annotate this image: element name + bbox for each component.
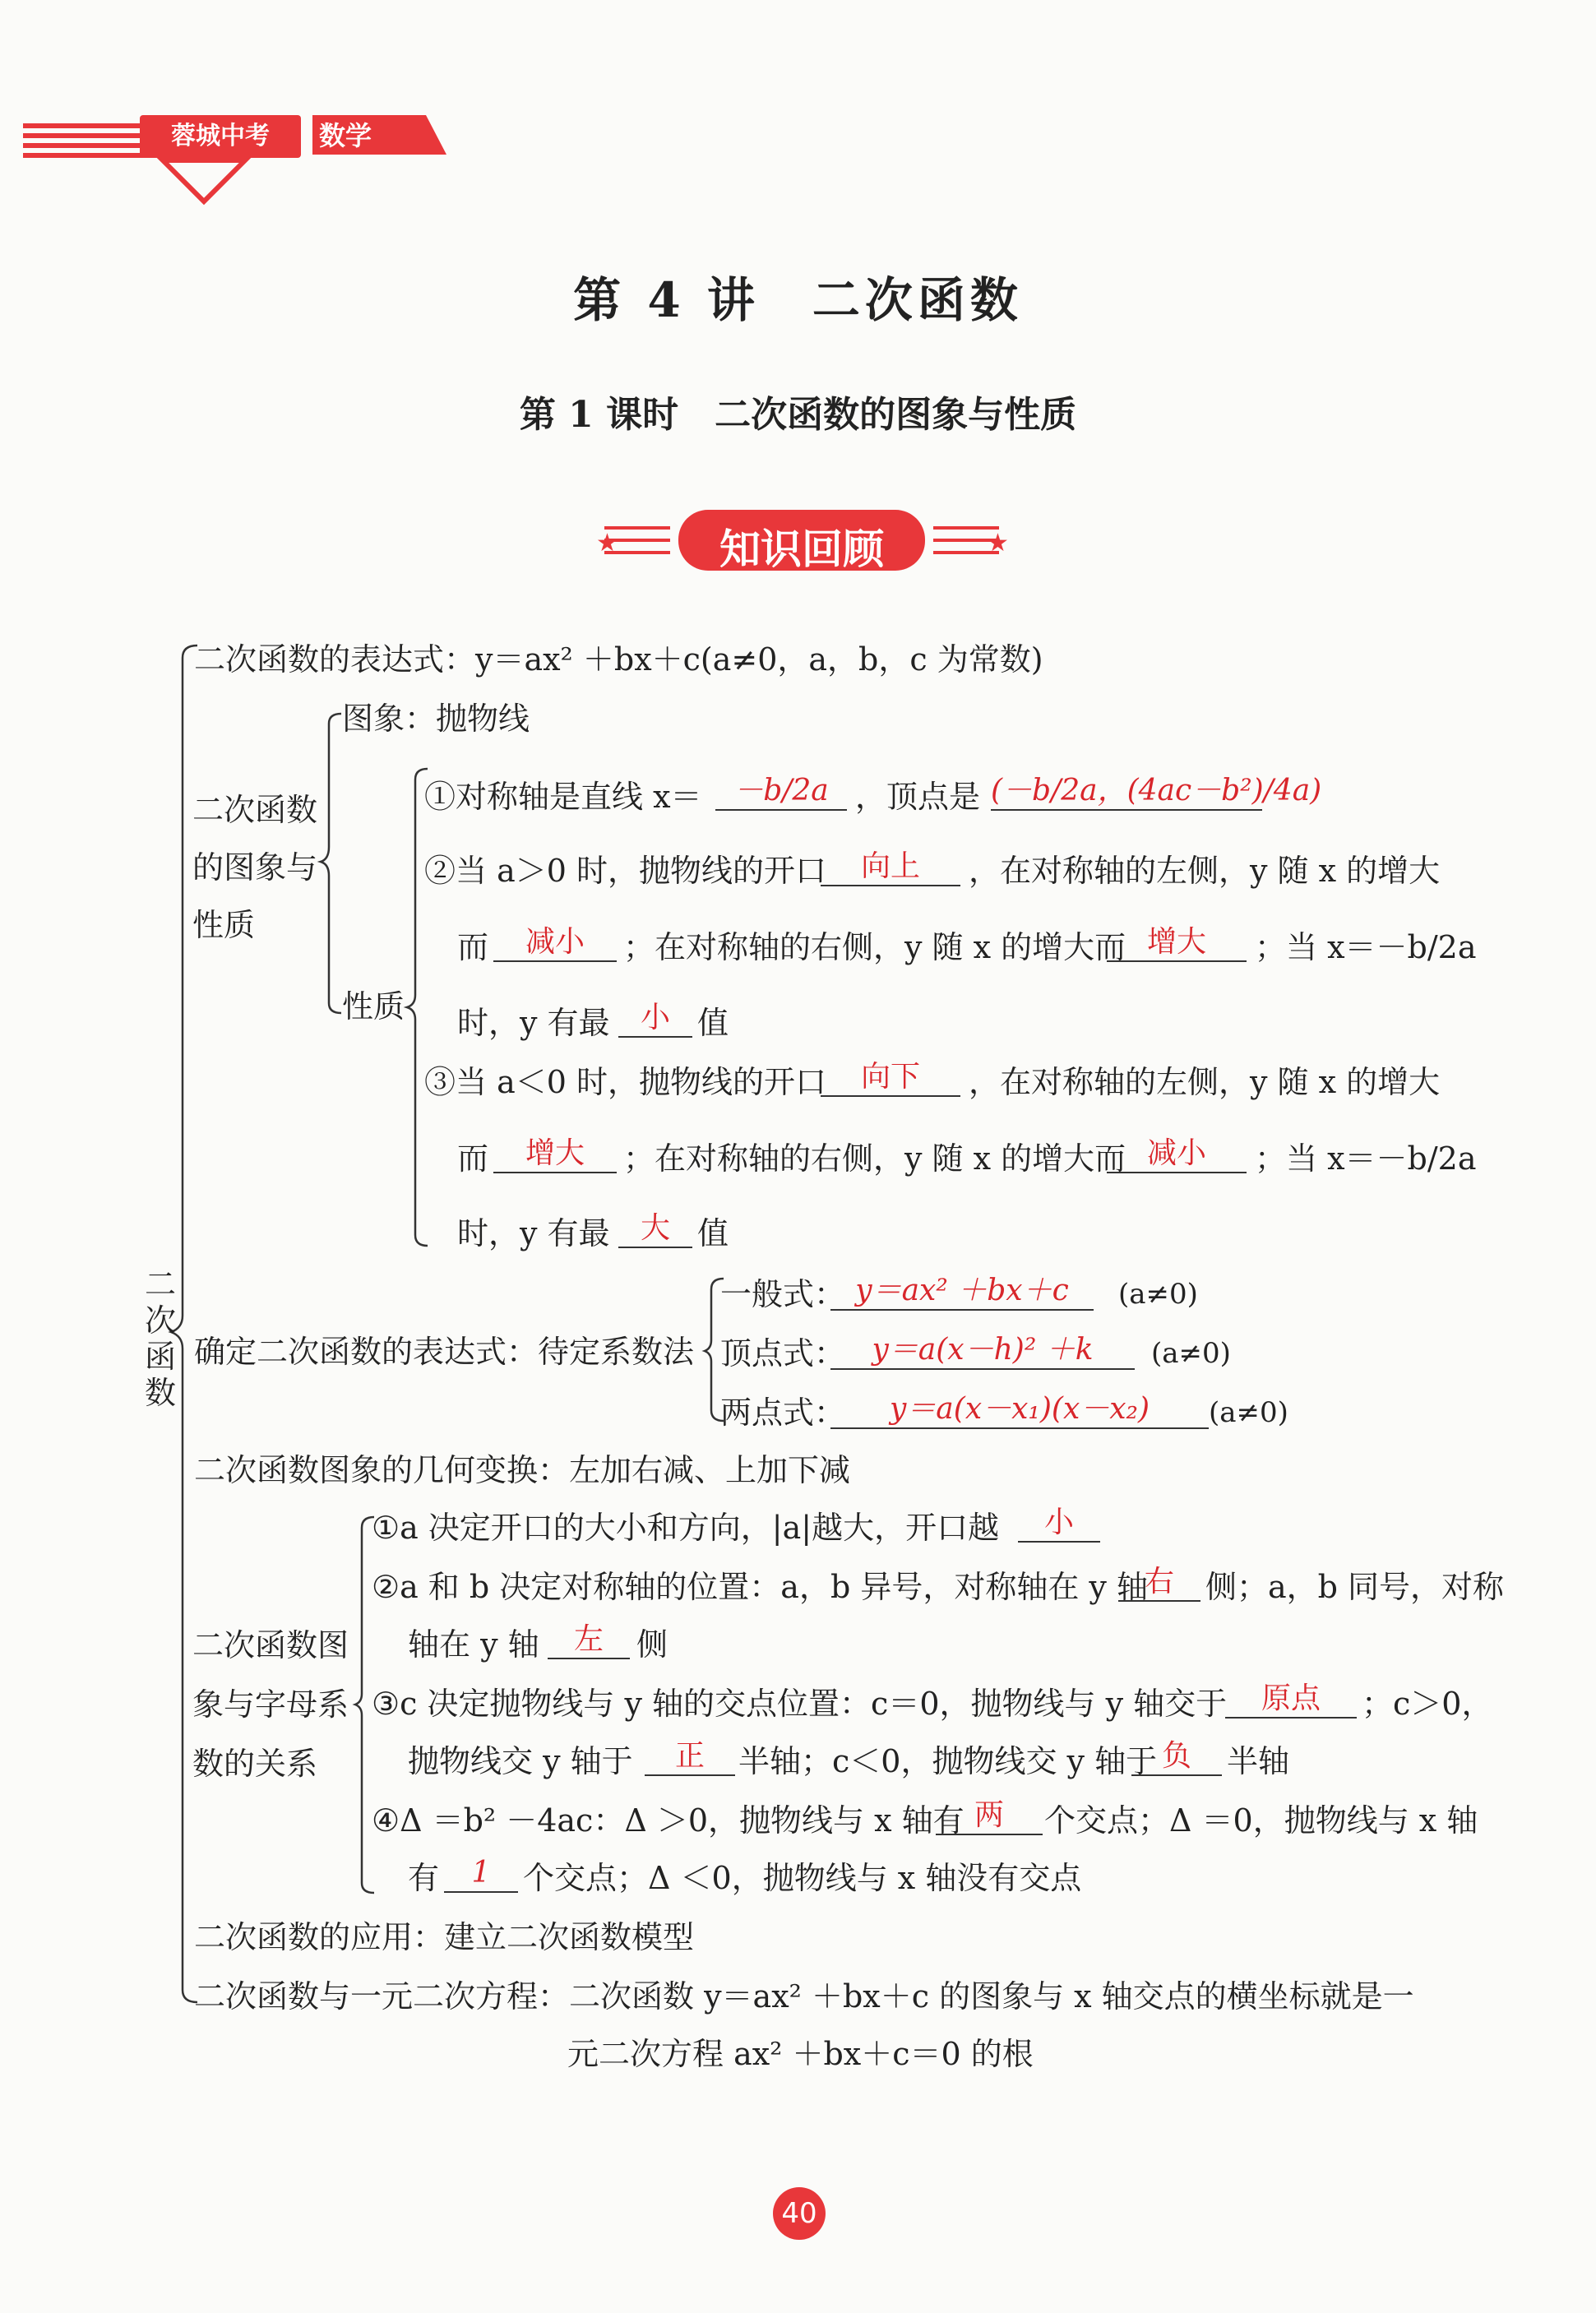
section-banner-title: 知识回顾 <box>719 525 884 573</box>
answer-general-form: y＝ax² ＋bx＋c <box>830 1273 1094 1311</box>
answer-negative: 负 <box>1131 1738 1222 1776</box>
p3-text-c: 而 <box>457 1140 489 1177</box>
vertex-condition: (a≠0) <box>1151 1337 1231 1370</box>
general-form-label: 一般式： <box>720 1276 846 1312</box>
letters-group-label: 二次函数图象与字母系数的关系 <box>192 1627 349 1782</box>
l3-text-c: 抛物线交 y 轴于 <box>408 1743 633 1779</box>
l4-text-c: 有 <box>408 1860 440 1896</box>
svg-text:★: ★ <box>596 529 618 557</box>
l2-text-d: 侧 <box>636 1626 668 1663</box>
p3-text-g: 值 <box>697 1215 729 1251</box>
answer-origin: 原点 <box>1225 1681 1357 1719</box>
answer-max: 大 <box>618 1210 692 1248</box>
l3-text-d: 半轴；c＜0，抛物线交 y 轴于 <box>738 1743 1158 1779</box>
l3-text-a: ③c 决定抛物线与 y 轴的交点位置：c＝0，抛物线与 y 轴交于 <box>372 1686 1228 1722</box>
subject-label: 数学 <box>319 120 372 151</box>
l1-text: ①a 决定开口的大小和方向，|a|越大，开口越 <box>372 1510 1000 1546</box>
answer-twopoint-form: y＝a(x－x₁)(x－x₂) <box>830 1391 1209 1429</box>
root-label: 二次函数 <box>144 1266 176 1411</box>
p1-text-a: ①对称轴是直线 x＝ <box>424 779 702 815</box>
p1-text-b: ，顶点是 <box>855 779 981 815</box>
p2-text-d: ；在对称轴的右侧，y 随 x 的增大而 <box>623 929 1126 965</box>
l2-text-a: ②a 和 b 决定对称轴的位置：a，b 异号，对称轴在 y 轴 <box>372 1569 1148 1605</box>
page-title: 第 4 讲 二次函数 <box>573 272 1023 328</box>
p2-text-c: 而 <box>457 929 489 965</box>
p2-text-g: 值 <box>697 1005 729 1041</box>
vertex-form-label: 顶点式： <box>720 1335 846 1372</box>
twopoint-form-label: 两点式： <box>720 1395 846 1431</box>
l2-text-c: 轴在 y 轴 <box>408 1626 539 1663</box>
answer-increase-2: 增大 <box>493 1136 617 1173</box>
p2-text-f: 时，y 有最 <box>457 1005 610 1041</box>
determine-line: 确定二次函数的表达式：待定系数法 <box>194 1334 695 1370</box>
answer-decrease-1: 减小 <box>493 924 617 962</box>
answer-positive: 正 <box>645 1738 735 1776</box>
l4-text-d: 个交点；Δ ＜0，抛物线与 x 轴没有交点 <box>523 1860 1082 1896</box>
image-line: 图象：抛物线 <box>342 701 530 737</box>
p2-text-e: ；当 x＝－b/2a <box>1255 929 1477 965</box>
l4-text-b: 个交点；Δ ＝0，抛物线与 x 轴 <box>1044 1802 1478 1839</box>
answer-up: 向上 <box>821 849 960 886</box>
answer-two: 两 <box>936 1797 1043 1835</box>
property-label: 性质 <box>342 988 405 1025</box>
l4-text-a: ④Δ ＝b² －4ac：Δ ＞0，抛物线与 x 轴有 <box>372 1802 965 1839</box>
p3-text-b: ，在对称轴的左侧，y 随 x 的增大 <box>969 1064 1441 1100</box>
p3-text-f: 时，y 有最 <box>457 1215 610 1251</box>
answer-increase-1: 增大 <box>1107 924 1247 962</box>
p2-text-a: ②当 a＞0 时，抛物线的开口 <box>424 853 826 889</box>
answer-decrease-2: 减小 <box>1107 1136 1247 1173</box>
expression-line: 二次函数的表达式：y＝ax² ＋bx＋c(a≠0，a，b，c 为常数) <box>194 641 1043 678</box>
answer-smaller: 小 <box>1018 1505 1100 1543</box>
transform-line: 二次函数图象的几何变换：左加右减、上加下减 <box>194 1452 851 1488</box>
answer-vertex-form: y＝a(x－h)² ＋k <box>830 1332 1135 1370</box>
answer-vertex: (－b/2a，(4ac－b²)/4a) <box>991 773 1262 811</box>
svg-text:★: ★ <box>987 529 1009 557</box>
general-condition: (a≠0) <box>1118 1278 1198 1311</box>
brand-badge: 蓉城中考 <box>140 115 301 158</box>
l3-text-b: ；c＞0， <box>1362 1686 1493 1722</box>
l2-text-b: 侧；a，b 同号，对称 <box>1205 1569 1505 1605</box>
l3-text-e: 半轴 <box>1227 1743 1290 1779</box>
answer-left: 左 <box>548 1621 630 1659</box>
answer-axis: －b/2a <box>715 773 847 811</box>
equation-line-b: 元二次方程 ax² ＋bx＋c＝0 的根 <box>567 2036 1034 2072</box>
p2-text-b: ，在对称轴的左侧，y 随 x 的增大 <box>969 853 1441 889</box>
application-line: 二次函数的应用：建立二次函数模型 <box>194 1919 695 1955</box>
graph-property-group-label: 二次函数的图象与性质 <box>192 792 318 943</box>
p3-text-d: ；在对称轴的右侧，y 随 x 的增大而 <box>623 1140 1126 1177</box>
p3-text-a: ③当 a＜0 时，抛物线的开口 <box>424 1064 826 1100</box>
answer-right: 右 <box>1118 1564 1200 1602</box>
answer-min: 小 <box>618 1000 692 1038</box>
p3-text-e: ；当 x＝－b/2a <box>1255 1140 1477 1177</box>
answer-down: 向下 <box>821 1059 960 1097</box>
answer-one: 1 <box>444 1855 518 1893</box>
page-subtitle: 第 1 课时 二次函数的图象与性质 <box>519 394 1077 436</box>
page-number: 40 <box>773 2187 826 2240</box>
twopoint-condition: (a≠0) <box>1209 1396 1288 1429</box>
equation-line-a: 二次函数与一元二次方程：二次函数 y＝ax² ＋bx＋c 的图象与 x 轴交点的横坐标就是一 <box>194 1978 1414 2015</box>
